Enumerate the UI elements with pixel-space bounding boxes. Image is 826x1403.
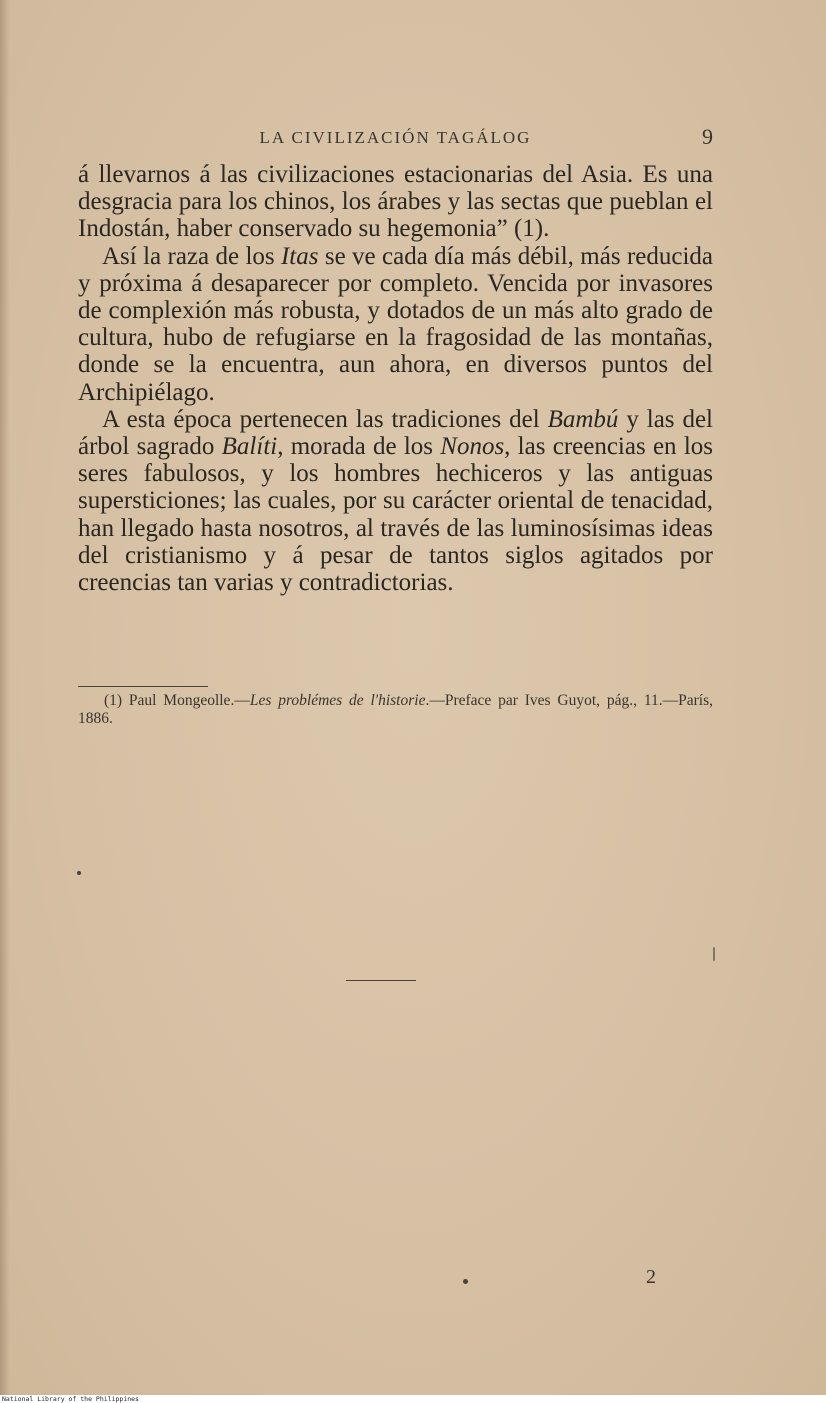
running-title: LA CIVILIZACIÓN TAGÁLOG	[259, 128, 532, 147]
italic-term: Les problémes de l'historie	[249, 692, 426, 709]
body-paragraph	[78, 243, 713, 406]
running-head	[78, 124, 713, 154]
italic-term: Bambú	[547, 405, 619, 433]
text-segment: , morada de los	[277, 433, 441, 461]
body-text	[78, 161, 713, 596]
footnote-rule	[78, 686, 208, 687]
italic-term: Itas	[280, 242, 319, 270]
italic-term: Balíti	[221, 433, 278, 461]
ink-speck	[713, 947, 715, 961]
text-segment: , las creencias en los seres fabulosos, y los hombres hechiceros y las antiguas supersticiones; las cuales, por su carácter oriental de tenacidad, han llegado hasta nosotros, al través de las luminosísimas ideas del cristianismo y á pesar de tantos siglos agitados por creencias tan varias y contradictorias.	[78, 433, 714, 597]
footnote	[78, 692, 713, 728]
text-segment: .—Preface par Ives Guyot, pág., 11.—París, 1886.	[78, 692, 713, 727]
ink-speck	[463, 1279, 468, 1284]
ink-speck	[77, 871, 81, 875]
footnote-text	[78, 692, 713, 728]
text-segment: A esta época pertenecen las tradiciones del	[102, 405, 548, 433]
text-segment: Así la raza de los	[102, 242, 281, 270]
body-paragraph	[78, 161, 713, 243]
page-number: 9	[702, 124, 713, 149]
body-paragraph	[78, 406, 713, 596]
text-segment: (1) Paul Mongeolle.—	[104, 692, 250, 709]
library-credit: National Library of the Philippines	[2, 1395, 139, 1403]
section-rule	[346, 980, 416, 981]
text-segment: se ve cada día más débil, más reducida y próxima á desaparecer por completo. Vencida por invasores de complexión más robusta, y dotados de un más alto grado de cultura, hubo de refugiarse en la fragosidad de las montañas, donde se la encuentra, aun ahora, en diversos puntos del Archipiélago.	[78, 242, 713, 406]
signature-mark: 2	[646, 1266, 656, 1288]
text-segment: y las del árbol sagrado	[78, 405, 713, 461]
italic-term: Nonos	[440, 433, 505, 461]
text-segment: á llevarnos á las civilizaciones estacionarias del Asia. Es una desgracia para los chinos, los árabes y las sectas que pueblan el Indostán, haber conservado su hegemonia” (1).	[78, 161, 713, 243]
page-edge-shadow	[0, 0, 10, 1395]
